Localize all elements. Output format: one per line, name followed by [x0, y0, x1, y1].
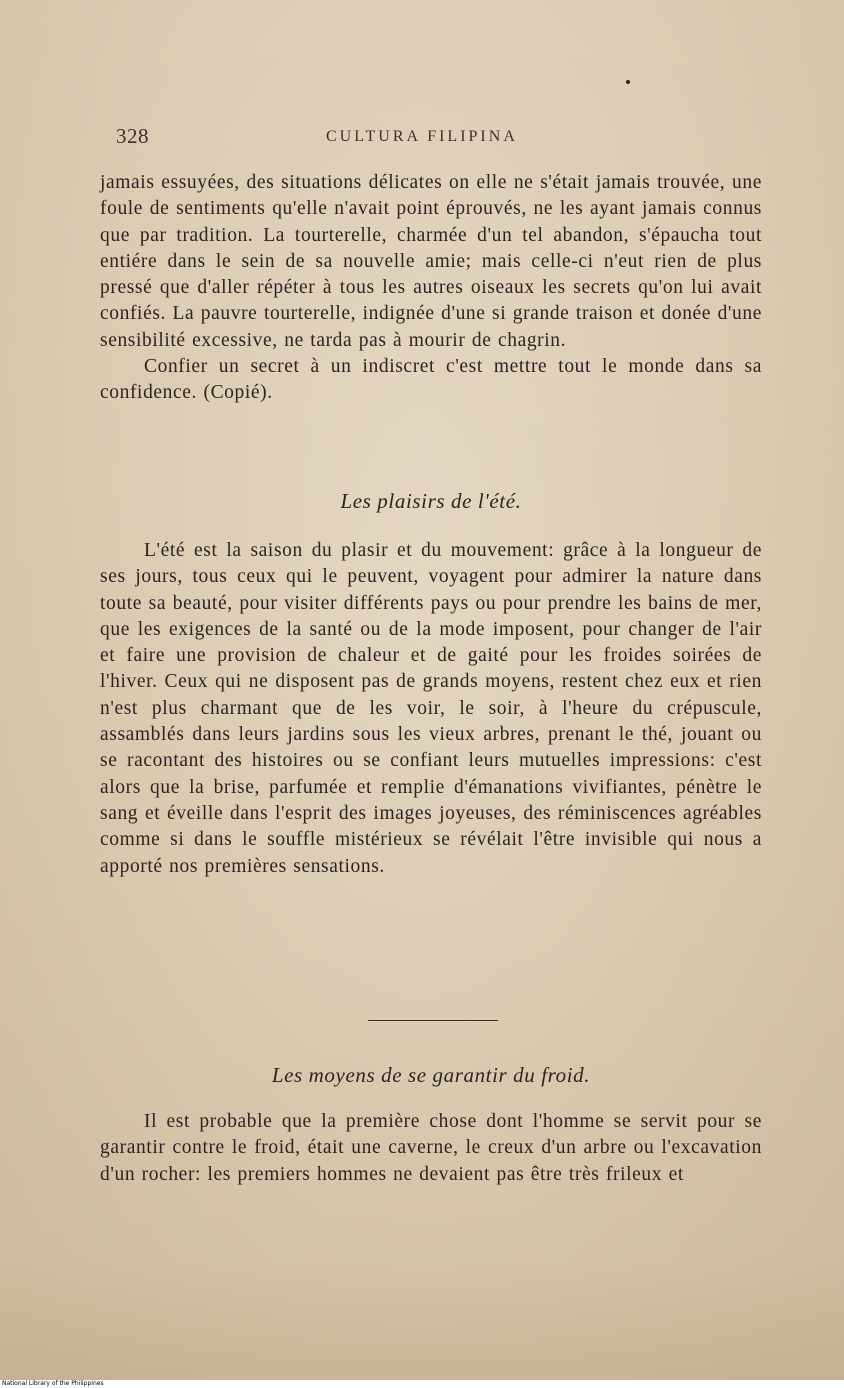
running-title: CULTURA FILIPINA [326, 128, 518, 145]
heading-plaisirs-ete: Les plaisirs de l'été. [340, 489, 522, 513]
continued-story [100, 170, 762, 407]
running-header [116, 124, 756, 154]
ink-speck [626, 80, 630, 84]
section-moyens-froid [100, 1109, 762, 1188]
paragraph-moyens-froid: Il est probable que la première chose dont l'homme se servit pour se garantir contre le froid, était une caverne, le creux d'un arbre ou l'excavation d'un rocher: les premiers hommes ne devaient pas être très frileux et [100, 1111, 762, 1185]
page-number: 328 [116, 124, 149, 148]
section-divider [368, 1020, 498, 1021]
paragraph-plaisirs-ete: L'été est la saison du plasir et du mouvement: grâce à la longueur de ses jours, tous ceux qui le peuvent, voyagent pour admirer la nature dans toute sa beauté, pour visiter différents pays ou pour prendre les bains de mer, que les exigences de la santé ou de la mode imposent, pour changer de l'air et faire une provision de chaleur et de gaité pour les froides soirées de l'hiver. Ceux qui ne disposent pas de grands moyens, restent chez eux et rien n'est plus charmant que de les voir, le soir, à l'heure du crépuscule, assamblés dans leurs jardins sous les vieux arbres, prenant le thé, jouant ou se racontant des histoires ou se confiant leurs mutuelles impressions: c'est alors que la brise, parfumée et remplie d'émanations vivifiantes, pénètre le sang et éveille dans l'esprit des images joyeuses, des réminiscences agréables comme si dans le souffle mistérieux se révélait l'être invisible qui nous a apporté nos premières sensations. [100, 540, 762, 877]
heading-moyens-froid: Les moyens de se garantir du froid. [271, 1063, 591, 1087]
footer-bar [0, 1380, 844, 1388]
paragraph-continued: jamais essuyées, des situations délicates on elle ne s'était jamais trouvée, une foule de sentiments qu'elle n'avait point éprouvés, ne les ayant jamais connus que par tradition. La tourterelle, charmée d'un tel abandon, s'épaucha tout entiére dans le sein de sa nouvelle amie; mais celle-ci n'eut rien de plus pressé que d'aller répéter à tous les autres oiseaux les secrets qu'on lui avait confiés. La pauvre tourterelle, indignée d'une si grande traison et donée d'une sensibilité excessive, ne tarda pas à mourir de chagrin. [100, 172, 762, 351]
library-credit: National Library of the Philippines [2, 1380, 104, 1387]
section-plaisirs-ete [100, 538, 762, 880]
paragraph-moral: Confier un secret à un indiscret c'est mettre tout le monde dans sa confidence. (Copié). [100, 356, 762, 404]
